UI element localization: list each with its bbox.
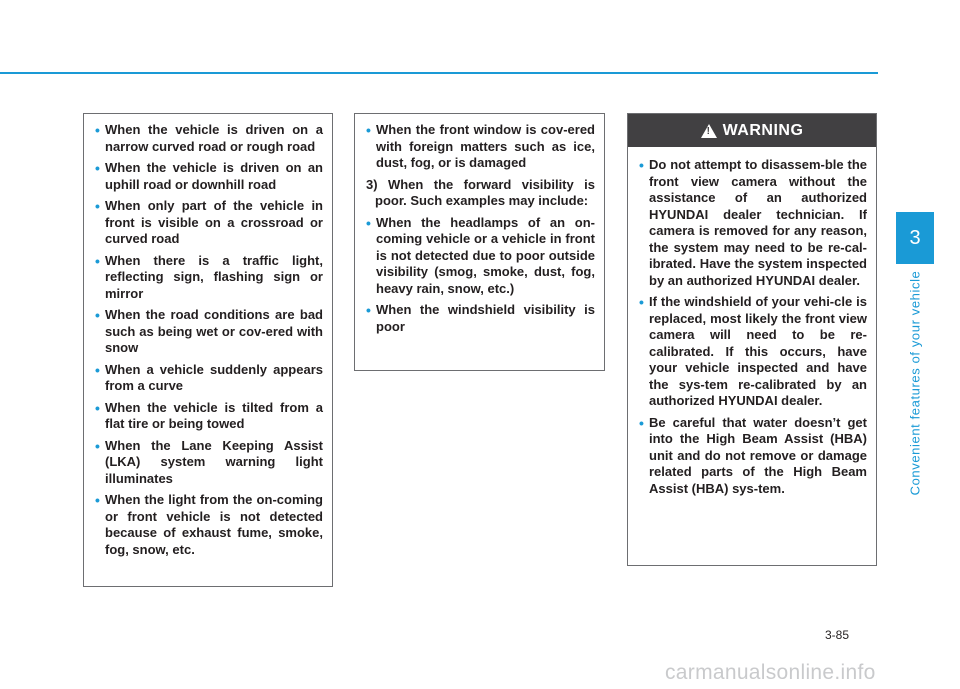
- bullet-icon: •: [95, 492, 100, 508]
- list-item: • When the road conditions are bad such as being wet or cov-ered with snow: [95, 307, 323, 355]
- list-item: • When the front window is cov-ered with foreign matters such as ice, dust, fog, or is damaged: [366, 122, 595, 170]
- bullet-icon: •: [95, 361, 100, 378]
- bullet-icon: •: [366, 214, 371, 231]
- list-item: • When the vehicle is driven on an uphill road or downhill road: [95, 160, 323, 192]
- bullet-icon: •: [95, 252, 100, 269]
- watermark: carmanualsonline.info: [665, 661, 876, 684]
- bullet-icon: •: [95, 437, 100, 454]
- bullet-icon: •: [95, 307, 100, 323]
- header-rule: [0, 72, 878, 74]
- conditions-box-2: [354, 113, 605, 371]
- bullet-icon: •: [95, 122, 100, 138]
- warning-triangle-icon: !: [701, 124, 717, 138]
- bullet-icon: •: [366, 122, 371, 138]
- conditions-box-1: [83, 113, 333, 587]
- list-item: • If the windshield of your vehi-cle is replaced, most likely the front view camera will need to be re-calibrated. If this occurs, have your vehicle inspected and have the sys-tem re-calibrated by an authorized HYUNDAI dealer.: [639, 294, 867, 408]
- list-item: • Do not attempt to disassem-ble the front view camera without the assistance of an authorized HYUNDAI dealer technician. If camera is removed for any reason, the system may need to be re-cal-ibrated. Have the system inspected by an authorized HYUNDAI dealer.: [639, 157, 867, 288]
- warning-title: WARNING: [722, 121, 804, 139]
- list-item: • When the headlamps of an on-coming vehicle or a vehicle in front is not detected due to poor outside visibility (smog, smoke, dust, fog, heavy rain, snow, etc.): [366, 214, 595, 296]
- bullet-icon: •: [639, 157, 644, 173]
- numbered-item: 3) When the forward visibility is poor. Such examples may include:: [366, 176, 595, 208]
- bullet-icon: •: [366, 302, 371, 318]
- bullet-icon: •: [639, 414, 644, 431]
- list-item: • When the vehicle is tilted from a flat tire or being towed: [95, 399, 323, 431]
- bullet-icon: •: [95, 198, 100, 214]
- bullet-icon: •: [639, 294, 644, 310]
- list-item: • When only part of the vehicle in front is visible on a crossroad or curved road: [95, 198, 323, 246]
- list-item: • When the light from the on-coming or front vehicle is not detected because of exhaust fume, smoke, fog, snow, etc.: [95, 492, 323, 557]
- bullet-icon: •: [95, 399, 100, 416]
- bullet-icon: •: [95, 160, 100, 176]
- list-item: • When the Lane Keeping Assist (LKA) system warning light illuminates: [95, 437, 323, 486]
- chapter-tab: 3: [896, 212, 934, 264]
- list-item: • When the windshield visibility is poor: [366, 302, 595, 334]
- warning-box: [627, 113, 877, 566]
- list-item: • When there is a traffic light, reflecting sign, flashing sign or mirror: [95, 252, 323, 301]
- list-item: • Be careful that water doesn’t get into the High Beam Assist (HBA) unit and do not remove or damage related parts of the High Beam Assist (HBA) sys-tem.: [639, 414, 867, 496]
- warning-header: [628, 114, 876, 147]
- list-item: • When the vehicle is driven on a narrow curved road or rough road: [95, 122, 323, 154]
- list-item: • When a vehicle suddenly appears from a curve: [95, 361, 323, 393]
- page-number: 3-85: [825, 628, 850, 642]
- section-title: Convenient features of your vehicle: [907, 270, 923, 496]
